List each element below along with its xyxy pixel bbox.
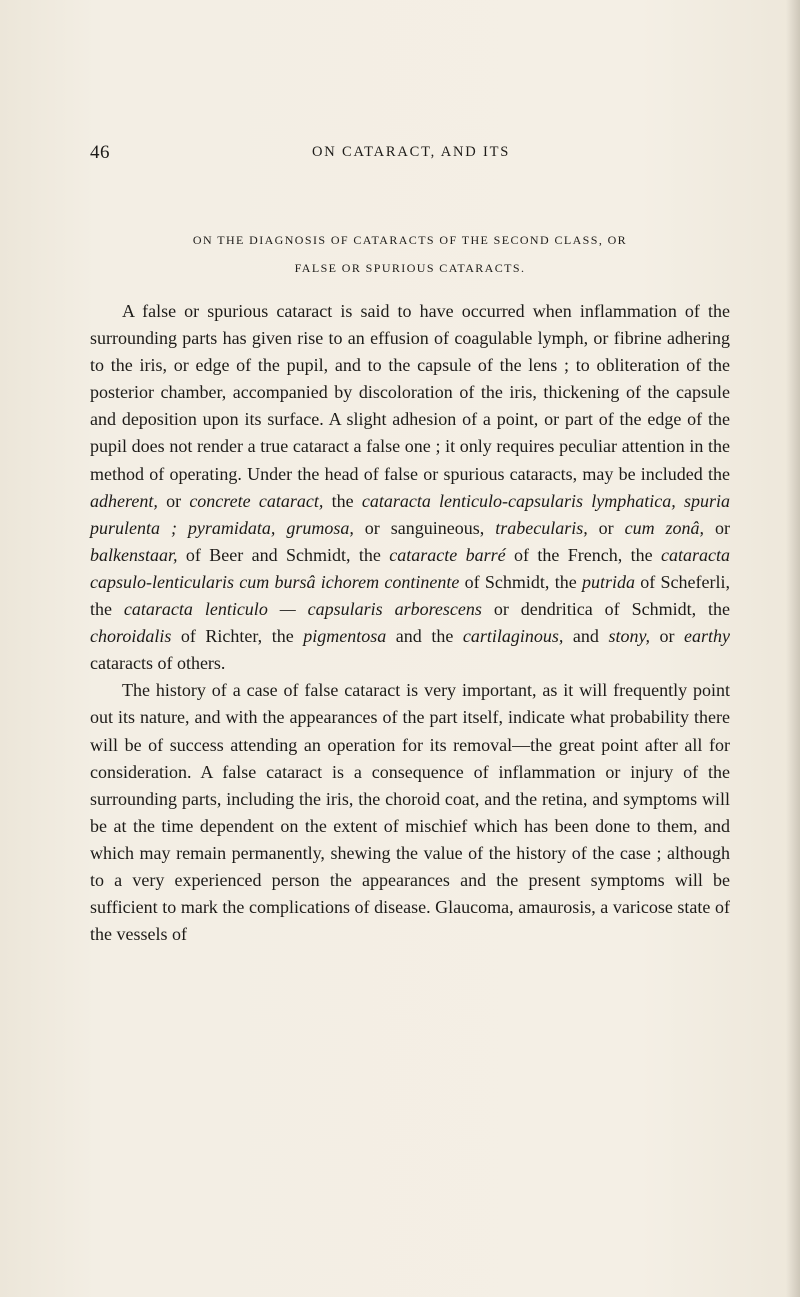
text-run: or bbox=[649, 626, 685, 647]
page-edge-shadow bbox=[786, 0, 800, 1297]
italic-term: cataracta lenticulo-capsularis lymphatica, spuria purulenta ; pyramidata, grumosa, bbox=[90, 490, 731, 538]
italic-term: cataracta lenticulo — capsularis arborescens bbox=[123, 599, 482, 620]
italic-term: cataracta capsulo-lenticularis cum bursâ ichorem continente bbox=[90, 544, 730, 592]
italic-term: choroidalis bbox=[90, 626, 172, 647]
italic-term: balkenstaar, bbox=[90, 544, 178, 565]
text-run: the bbox=[323, 490, 362, 511]
running-head bbox=[90, 142, 730, 166]
text-run: of Scheferli, the bbox=[90, 571, 730, 620]
page-number: 46 bbox=[90, 142, 110, 163]
text-run: cataracts of others. bbox=[90, 653, 226, 674]
text-run: or dendritica of Schmidt, the bbox=[481, 599, 730, 620]
text-run: of the French, the bbox=[505, 544, 661, 565]
text-run: and bbox=[563, 626, 609, 647]
text-run: or sanguineous, bbox=[353, 517, 496, 538]
text-run: or bbox=[587, 517, 625, 538]
text-run: or bbox=[157, 490, 190, 511]
section-heading bbox=[90, 226, 730, 282]
italic-term: cum zonâ, bbox=[624, 517, 705, 538]
italic-term: stony, bbox=[608, 626, 650, 647]
running-title: ON CATARACT, AND ITS bbox=[312, 144, 511, 160]
page-content bbox=[90, 226, 730, 948]
italic-term: adherent, bbox=[90, 490, 158, 511]
text-run: A false or spurious cataract is said to have occurred when inflammation of the surrounding parts has given rise to an effusion of coagulable lymph, or fibrine adhering to the iris, or edge of the pupil, and to the capsule of the lens ; to obliteration of the posterior chamber, accompanied by discoloration of the iris, thickening of the capsule and deposition upon its surface. A slight adhesion of a point, or part of the edge of the pupil does not render a true cataract a false one ; it only requires peculiar attention in the method of operating. Under the head of false or spurious cataracts, may be included the bbox=[90, 301, 730, 484]
text-run: or bbox=[704, 517, 731, 538]
italic-term: pigmentosa bbox=[303, 626, 387, 647]
italic-term: cartilaginous, bbox=[462, 626, 564, 647]
text-run: of Richter, the bbox=[171, 626, 304, 647]
section-heading-line-2: FALSE OR SPURIOUS CATARACTS. bbox=[294, 261, 526, 275]
italic-term: earthy bbox=[684, 626, 731, 647]
italic-term: putrida bbox=[581, 571, 635, 592]
italic-term: concrete cataract, bbox=[189, 490, 324, 511]
section-heading-line-1: ON THE DIAGNOSIS OF CATARACTS OF THE SECOND CLASS, OR bbox=[192, 233, 628, 247]
italic-term: trabecularis, bbox=[495, 517, 588, 538]
italic-term: cataracte barré bbox=[389, 544, 506, 565]
paragraph-1 bbox=[90, 298, 730, 677]
text-run: of Schmidt, the bbox=[459, 571, 582, 592]
paragraph-2: The history of a case of false cataract is very important, as it will frequently point out its nature, and with the appearances of the part itself, indicate what probability there will be of success attending an operation for its removal—the great point after all for consideration. A false cataract is a consequence of inflammation or injury of the surrounding parts, including the iris, the choroid coat, and the retina, and symptoms will be at the time dependent on the extent of mischief which has been done to them, and which may remain permanently, shewing the value of the history of the case ; although to a very experienced person the appearances and the present symptoms will be sufficient to mark the complications of disease. Glaucoma, amaurosis, a varicose state of the vessels of bbox=[90, 680, 730, 945]
text-run: of Beer and Schmidt, the bbox=[177, 544, 390, 565]
text-run: and the bbox=[386, 626, 463, 647]
